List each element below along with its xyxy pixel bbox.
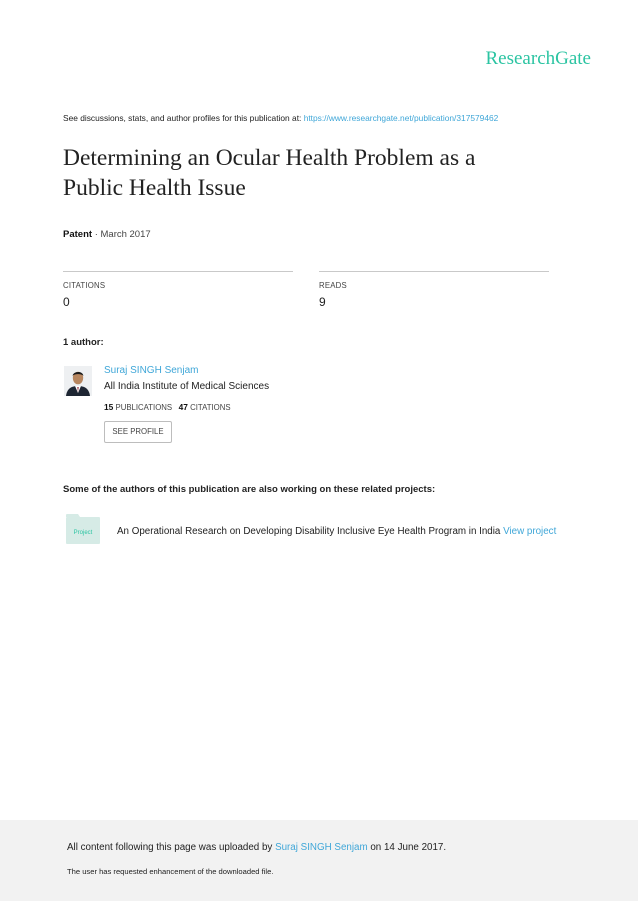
author-publications-label: PUBLICATIONS (115, 403, 173, 412)
citations-label: CITATIONS (63, 281, 106, 290)
upload-note-prefix: All content following this page was uploaded by (67, 842, 273, 853)
project-folder-icon (66, 514, 100, 544)
publication-type: Patent (63, 229, 93, 240)
citations-divider (63, 271, 293, 272)
project-icon-label: Project (73, 530, 93, 536)
uploader-link[interactable]: Suraj SINGH Senjam (275, 842, 368, 853)
reads-label: READS (319, 281, 347, 290)
discussion-line (63, 113, 603, 123)
publication-date: · March 2017 (94, 229, 151, 240)
enhancement-note: The user has requested enhancement of the downloaded file. (67, 867, 274, 876)
reads-divider (319, 271, 549, 272)
project-title: An Operational Research on Developing Disability Inclusive Eye Health Program in India (117, 526, 501, 537)
author-name-link[interactable]: Suraj SINGH Senjam (104, 365, 199, 376)
author-publications-count: 15 (104, 402, 114, 412)
author-citations-label: CITATIONS (190, 403, 231, 412)
publication-meta (63, 229, 151, 240)
publication-title (63, 143, 563, 203)
author-citations-count: 47 (178, 402, 188, 412)
authors-heading: 1 author: (63, 337, 104, 348)
upload-note-suffix: on 14 June 2017. (370, 842, 447, 853)
footer (0, 820, 638, 901)
author-stats (104, 402, 231, 412)
citations-value: 0 (63, 295, 70, 309)
project-item (117, 526, 556, 537)
discussion-text: See discussions, stats, and author profiles for this publication at: (63, 113, 302, 123)
title-line-2: Public Health Issue (63, 175, 246, 201)
upload-note (67, 842, 446, 853)
view-project-link[interactable]: View project (503, 526, 557, 537)
publication-url-link[interactable]: https://www.researchgate.net/publication/317579462 (303, 113, 499, 123)
researchgate-logo[interactable]: ResearchGate (485, 48, 591, 69)
author-institution: All India Institute of Medical Sciences (104, 381, 270, 392)
title-line-1: Determining an Ocular Health Problem as a (63, 145, 476, 171)
projects-heading: Some of the authors of this publication are also working on these related projects: (63, 484, 436, 495)
reads-value: 9 (319, 295, 326, 309)
see-profile-button[interactable]: SEE PROFILE (104, 421, 172, 443)
author-avatar[interactable] (64, 366, 92, 396)
